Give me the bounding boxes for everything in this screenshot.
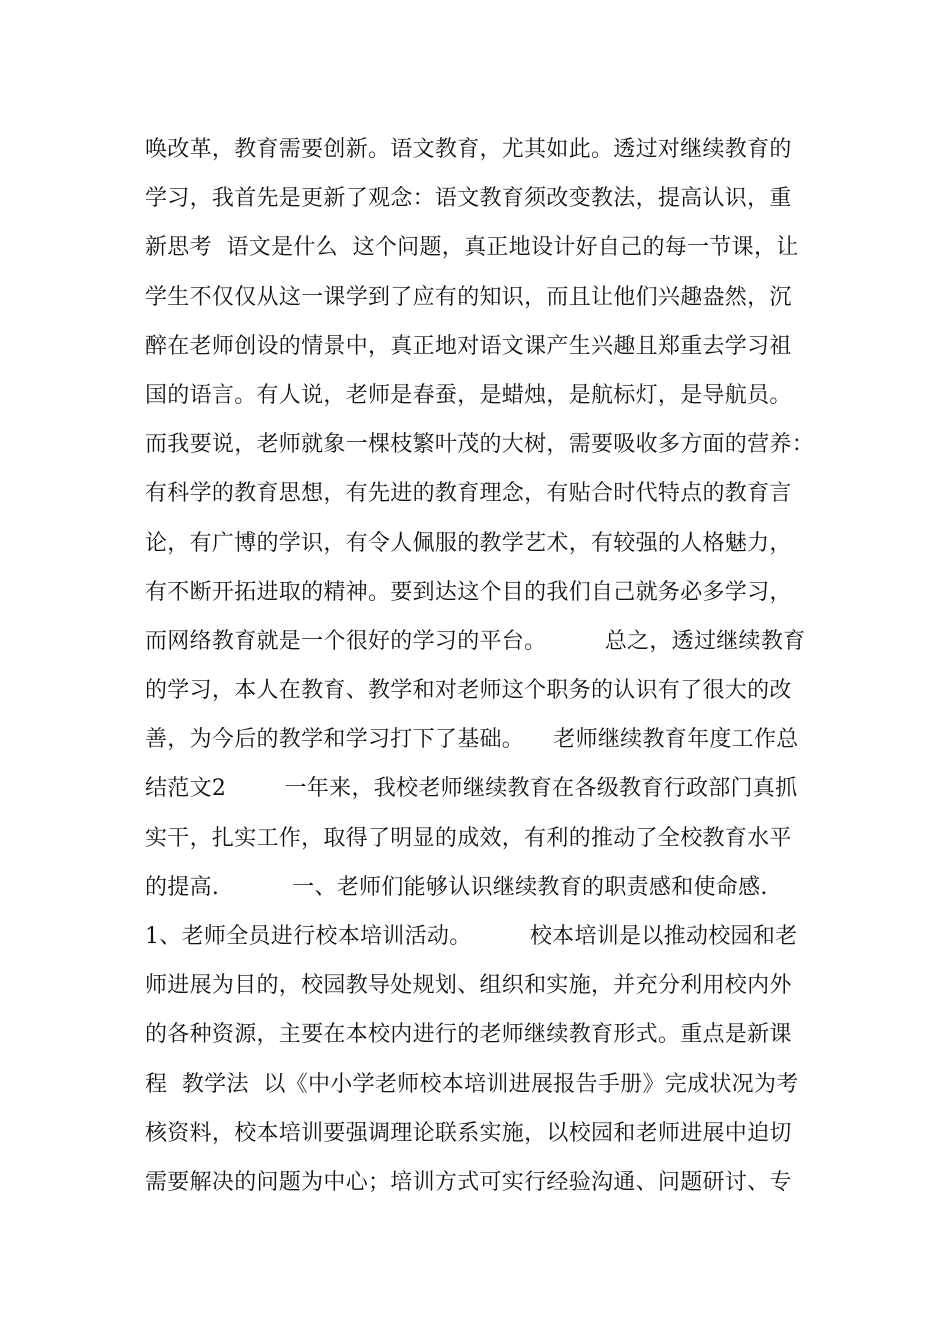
text-line: 的各种资源，主要在本校内进行的老师继续教育形式。重点是新课	[145, 1022, 792, 1048]
text-line: 师进展为目的，校园教导处规划、组织和实施，并充分利用校内外	[145, 973, 792, 999]
text-line: 醉在老师创设的情景中，真正地对语文课产生兴趣且郑重去学习祖	[145, 333, 792, 359]
text-line: 的学习，本人在教育、教学和对老师这个职务的认识有了很大的改	[145, 678, 792, 704]
text-line: 需要解决的问题为中心；培训方式可实行经验沟通、问题研讨、专	[145, 1169, 792, 1195]
text-line: 论，有广博的学识，有令人佩服的教学艺术，有较强的人格魅力，	[145, 530, 792, 556]
text-line: 新思考 语文是什么 这个问题，真正地设计好自己的每一节课，让	[145, 235, 799, 261]
text-line: 有科学的教育思想，有先进的教育理念，有贴合时代特点的教育言	[145, 481, 792, 507]
text-line: 实干，扎实工作，取得了明显的成效，有利的推动了全校教育水平	[145, 825, 792, 851]
text-line: 而我要说，老师就象一棵枝繁叶茂的大树，需要吸收多方面的营养：	[145, 432, 815, 458]
text-line: 唤改革，教育需要创新。语文教育，尤其如此。透过对继续教育的	[145, 137, 792, 162]
text-line: 的提高. 一、老师们能够认识继续教育的职责感和使命感.	[145, 874, 768, 900]
text-line: 而网络教育就是一个很好的学习的平台。 总之，透过继续教育	[145, 628, 806, 654]
text-line: 有不断开拓进取的精神。要到达这个目的我们自己就务必多学习，	[145, 579, 792, 605]
text-line: 学习，我首先是更新了观念：语文教育须改变教法，提高认识，重	[145, 186, 792, 212]
text-line: 1、老师全员进行校本培训活动。 校本培训是以推动校园和老	[145, 924, 798, 949]
text-line: 国的语言。有人说，老师是春蚕，是蜡烛，是航标灯，是导航员。	[145, 382, 792, 408]
text-line: 学生不仅仅从这一课学到了应有的知识，而且让他们兴趣盎然，沉	[145, 284, 792, 310]
text-line: 核资料，校本培训要强调理论联系实施，以校园和老师进展中迫切	[145, 1120, 792, 1146]
body-text	[145, 132, 845, 1214]
text-line: 结范文2 一年来，我校老师继续教育在各级教育行政部门真抓	[145, 776, 798, 802]
text-line: 程 教学法 以《中小学老师校本培训进展报告手册》完成状况为考	[145, 1071, 799, 1097]
text-line: 善，为今后的教学和学习打下了基础。 老师继续教育年度工作总	[145, 727, 799, 753]
